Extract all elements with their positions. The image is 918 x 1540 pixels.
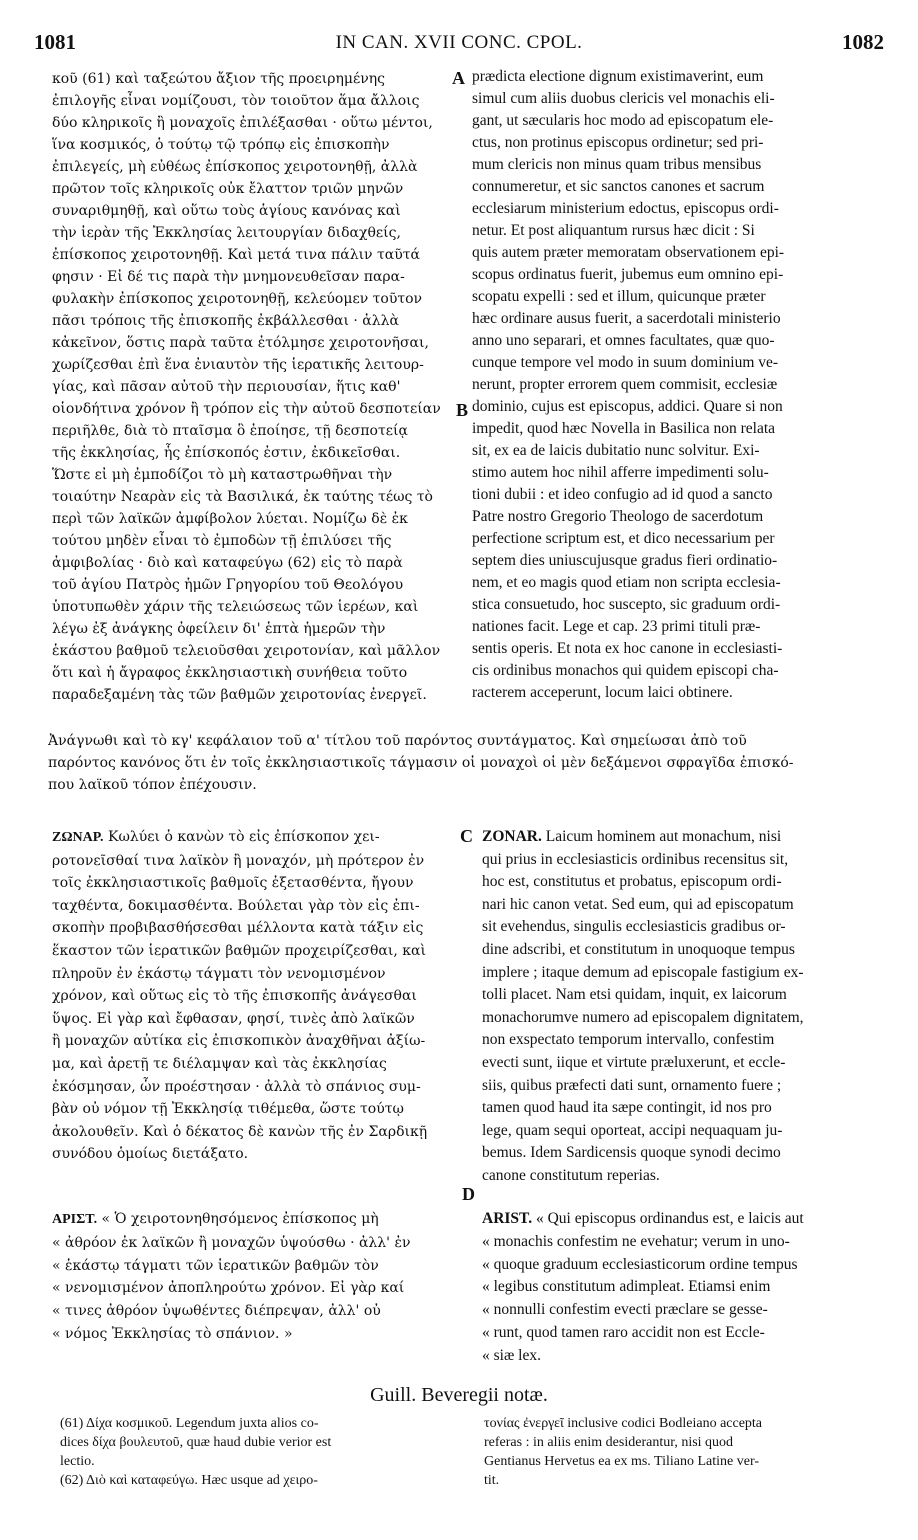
note-line: lectio.	[60, 1454, 95, 1469]
right-page-number: 1082	[842, 30, 884, 54]
notes-left-column	[60, 1414, 460, 1490]
text-line: cis ordinibus monachos qui quidem episcopi cha-	[472, 662, 779, 679]
text-line: παρόντος κανόνος ὅτι ἐν τοῖς ἐκκλησιαστικοῖς τάγμασιν οἱ μοναχοὶ οἱ μὲν δεξάμενοι σφραγῖδα ἐπισκό-	[48, 755, 794, 771]
text-line: anno uno separari, et omnes facultates, quæ quo-	[472, 332, 775, 349]
text-line: ὅτι καὶ ἡ ἄγραφος ἐκκλησιαστικὴ συνήθεια τοῦτο	[52, 665, 408, 681]
marker-b: B	[456, 400, 469, 420]
text-line: monachorumve numero ad episcopalem dignitatem,	[482, 1008, 804, 1026]
text-line: « νόμος Ἐκκλησίας τὸ σπάνιον. »	[52, 1325, 293, 1342]
text-line: ὑποτυπωθὲν χάριν τῆς τελειώσεως τῶν ἱερέων, καὶ	[52, 599, 419, 615]
zonaras-greek-commentary	[52, 826, 452, 1166]
text-line: evecti sunt, iique et virtute præluxerunt, et eccle-	[482, 1053, 786, 1071]
text-line: τὴν ἱερὰν τῆς Ἐκκλησίας λειτουργίαν διδαχθείς,	[52, 225, 401, 241]
text-line: ταχθέντα, δοκιμασθέντα. Βούλεται γὰρ τὸν εἰς ἐπι-	[52, 897, 420, 914]
text-line	[52, 826, 452, 850]
text-line: sit, ex ea de laicis dubitatio nunc solvitur. Exi-	[472, 442, 760, 459]
text-line: hoc est, constitutus et probatus, episcopum ordi-	[482, 873, 782, 891]
aristenus-latin-commentary	[482, 1208, 882, 1368]
text-line: nerunt, propter errorem quem commisit, ecclesiæ	[472, 376, 778, 393]
text-line: connumeretur, et sic sanctos canones et sacrum	[472, 178, 765, 195]
text-line: χρόνον, καὶ οὕτως εἰς τὸ τῆς ἐπισκοπῆς ἀνάγεσθαι	[52, 988, 417, 1005]
text-line: οἱονδήτινα χρόνον ἢ τρόπον εἰς τὴν αὐτοῦ δεσποτείαν	[52, 401, 441, 417]
text-line: gant, ut sæcularis hoc modo ad episcopatum ele-	[472, 112, 774, 129]
text-line: sit evehendus, singulis ecclesiasticis gradibus or-	[482, 918, 786, 936]
text-line: δύο κληρικοῖς ἢ μοναχοῖς ἐπιλέξασθαι · οὕτω μέντοι,	[52, 115, 433, 131]
commentary-label: ZONAR.	[482, 828, 542, 845]
text-line: σκοπὴν προβιβασθήσεσθαι μέλλοντα κατὰ τάξιν εἰς	[52, 920, 424, 937]
notes-right-column	[484, 1414, 884, 1490]
text-line: « nonnulli confestim evecti præclare se gesse-	[482, 1301, 768, 1319]
text-line: ἕκαστον τῶν ἱερατικῶν βαθμῶν προχειρίζεσθαι, καὶ	[52, 942, 426, 959]
text-line: dominio, cujus est episcopus, addici. Quare si non	[472, 398, 783, 415]
text-line: ἀμφιβολίας · διὸ καὶ καταφεύγω (62) εἰς τὸ παρὰ	[52, 555, 403, 571]
text-line: « νενομισμένον ἀποπληρούτω χρόνον. Εἰ γὰρ καί	[52, 1280, 405, 1297]
text-line: πρῶτον τοῖς κληρικοῖς οὐκ ἔλαττον τριῶν μηνῶν	[52, 181, 404, 197]
text-line: scopatu expelli : sed et illum, quicunque præter	[472, 288, 766, 305]
text-line: quis autem præter memoratam observationem epi-	[472, 244, 785, 261]
text-line: stimo autem hoc nihil afferre impedimenti solu-	[472, 464, 769, 481]
text-line: nationes facit. Lege et cap. 23 primi tituli præ-	[472, 618, 761, 635]
text-line: ἑκάστου βαθμοῦ τελειοῦσθαι χειροτονίαν, καὶ μᾶλλον	[52, 643, 441, 659]
text-line: ἐπιλογῆς εἶναι νομίζουσι, τὸν τοιοῦτον ἅμα ἄλλοις	[52, 93, 420, 109]
text-line: lege, quam sequi oporteat, accipi nequaquam ju-	[482, 1121, 783, 1139]
text-line: ἐπιλεγείς, μὴ εὐθέως ἐπίσκοπος χειροτονηθῇ, ἀλλὰ	[52, 159, 418, 175]
text-line: Patre nostro Gregorio Theologo de sacerdotum	[472, 508, 764, 525]
text-line: ἵνα κοσμικός, ὁ τούτῳ τῷ τρόπῳ εἰς ἐπισκοπὴν	[52, 137, 390, 153]
text-line: mum clericis non minus quam tribus mensibus	[472, 156, 762, 173]
zonaras-latin-commentary	[482, 826, 882, 1188]
text-line: Ὥστε εἰ μὴ ἐμποδίζοι τὸ μὴ καταστρωθῆναι τὴν	[52, 467, 393, 483]
text-line: simul cum aliis duobus clericis vel monachis eli-	[472, 90, 775, 107]
text-line: τούτου μηδὲν εἶναι τὸ ἐμποδὼν τῇ ἐπιλύσει τῆς	[52, 533, 392, 549]
text-line: φησιν · Εἰ δέ τις παρὰ τὴν μνημονευθεῖσαν παρα-	[52, 269, 405, 285]
text-line: implere ; itaque demum ad episcopale fastigium ex-	[482, 963, 804, 981]
text-line: Κωλύει ὁ κανὼν τὸ εἰς ἐπίσκοπον χει-	[103, 829, 380, 845]
text-line: « ἑκάστῳ τάγματι τῶν ἱερατικῶν βαθμῶν τὸν	[52, 1257, 379, 1274]
text-line: περιῆλθε, διὰ τὸ πταῖσμα ὃ ἐποίησε, τῇ δεσποτείᾳ	[52, 423, 408, 439]
text-line	[482, 826, 882, 849]
latin-main-column	[472, 66, 882, 704]
text-line: ἐκόσμησαν, ὧν προέστησαν · ἀλλὰ τὸ σπάνιος συμ-	[52, 1078, 421, 1095]
text-line: Ἀνάγνωθι καὶ τὸ κγ' κεφάλαιον τοῦ α' τίτλου τοῦ παρόντος συντάγματος. Καὶ σημείωσαι ἀπὸ τοῦ	[48, 733, 747, 749]
greek-main-column	[52, 68, 448, 706]
text-line: πληροῦν ἐν ἑκάστῳ τάγματι τὸν νενομισμένον	[52, 965, 386, 982]
page-header	[34, 30, 884, 60]
text-line: συνόδου ὁμοίως διετάξατο.	[52, 1146, 249, 1163]
marker-d: D	[462, 1184, 475, 1204]
notes-title: Guill. Beveregii notæ.	[370, 1384, 548, 1406]
text-line: stica consuetudo, hoc suscepto, sic graduum ordi-	[472, 596, 781, 613]
text-line: τῆς ἐκκλησίας, ἧς ἐπίσκοπός ἐστιν, ἐκδικεῖσθαι.	[52, 445, 401, 461]
text-line: « monachis confestim ne evehatur; verum in uno-	[482, 1232, 790, 1250]
commentary-label: ARIST.	[482, 1210, 533, 1227]
text-line: « Qui episcopus ordinandus est, e laicis aut	[532, 1210, 804, 1227]
text-line: tolli placet. Nam etsi quidam, inquit, ex laicorum	[482, 986, 787, 1004]
text-line: netur. Et post aliquantum rursus hæc dicit : Si	[472, 222, 755, 239]
text-line: dine adscribi, et constitutum in unoquoque tempus	[482, 940, 795, 958]
text-line: nari hic canon vetat. Sed eum, qui ad episcopatum	[482, 895, 794, 913]
text-line: « runt, quod tamen raro accidit non est Eccle-	[482, 1323, 765, 1341]
text-line: qui prius in ecclesiasticis ordinibus recensitus sit,	[482, 850, 789, 868]
text-line: impedit, quod hæc Novella in Basilica non relata	[472, 420, 776, 437]
note-line: τονίας ἐνεργεῖ inclusive codici Bodleiano accepta	[484, 1416, 763, 1431]
greek-full-width-passage	[48, 730, 878, 796]
text-line: γίας, καὶ πᾶσαν αὐτοῦ τὴν περιουσίαν, ἥτις καθ'	[52, 379, 401, 395]
text-line: Laicum hominem aut monachum, nisi	[541, 828, 782, 845]
text-line: « siæ lex.	[482, 1346, 541, 1364]
text-line: συναριθμηθῇ, καὶ οὕτω τοὺς ἁγίους κανόνας καὶ	[52, 203, 401, 219]
text-line: « quoque graduum ecclesiasticorum ordine tempus	[482, 1255, 798, 1273]
note-line: tit.	[484, 1473, 500, 1488]
text-line: bemus. Idem Sardicensis quoque synodi decimo	[482, 1144, 781, 1162]
left-page-number: 1081	[34, 30, 76, 54]
text-line: « τινες ἀθρόον ὑψωθέντες διέπρεψαν, ἀλλ' οὐ	[52, 1303, 381, 1320]
commentary-label: ΑΡΙΣΤ.	[52, 1212, 98, 1227]
text-line	[52, 1208, 448, 1232]
text-line: sentis operis. Et nota ex hoc canone in ecclesiasti-	[472, 640, 783, 657]
text-line: hæc ordinare ausus fuerit, a sacerdotali ministerio	[472, 310, 781, 327]
text-line: τοῦ ἁγίου Πατρὸς ἡμῶν Γρηγορίου τοῦ Θεολόγου	[52, 577, 404, 593]
text-line: κοῦ (61) καὶ ταξεώτου ἄξιον τῆς προειρημένης	[52, 71, 385, 87]
text-line: racterem acceperunt, locum laici obtinere.	[472, 684, 733, 701]
text-line: ὕψος. Εἰ γὰρ καὶ ἔφθασαν, φησί, τινὲς ἀπὸ λαϊκῶν	[52, 1010, 415, 1027]
text-line: scopus ordinatus fuerit, jubemus eum omnino epi-	[472, 266, 784, 283]
text-line: tamen quod haud ita sæpe contingit, id nos pro	[482, 1099, 772, 1117]
aristenus-greek-commentary	[52, 1208, 448, 1346]
text-line: ἀκολουθεῖν. Καὶ ὁ δέκατος δὲ κανὼν τῆς ἐν Σαρδικῇ	[52, 1123, 428, 1140]
text-line: ροτονεῖσθαί τινα λαϊκὸν ἢ μοναχόν, μὴ πρότερον ἐν	[52, 852, 425, 869]
text-line: « legibus constitutum adimpleat. Etiamsi enim	[482, 1278, 771, 1296]
text-line: prædicta electione dignum existimaverint, eum	[472, 68, 764, 85]
text-line: παραδεξαμένη τὰς τῶν βαθμῶν χειροτονίας ἐνεργεῖ.	[52, 687, 427, 703]
note-line: (62) Διὸ καὶ καταφεύγω. Hæc usque ad χειρο-	[60, 1473, 318, 1488]
text-line: tioni dubii : et ideo confugio ad id quod a sancto	[472, 486, 773, 503]
text-line: « ἀθρόον ἐκ λαϊκῶν ἢ μοναχῶν ὑψούσθω · ἀλλ' ἐν	[52, 1234, 411, 1251]
text-line	[482, 1208, 882, 1231]
running-title: IN CAN. XVII CONC. CPOL.	[335, 32, 583, 53]
text-line: cunque tempore vel modo in suum dominium ve-	[472, 354, 779, 371]
text-line: ecclesiarum ministerium edoctus, episcopus ordi-	[472, 200, 779, 217]
text-line: canone constitutum reperias.	[482, 1166, 660, 1184]
marker-a: A	[452, 68, 465, 88]
text-line: ἢ μοναχῶν αὐτίκα εἰς ἐπισκοπικὸν ἀναχθῆναι ἀξίω-	[52, 1033, 426, 1050]
marker-c: C	[460, 826, 473, 846]
text-line: μα, καὶ ἀρετῇ τε διέλαμψαν καὶ τὰς ἐκκλησίας	[52, 1055, 387, 1072]
text-line: κἀκεῖνον, ὅστις παρὰ ταῦτα ἐτόλμησε χειροτονῆσαι,	[52, 335, 429, 351]
text-line: « Ὁ χειροτονηθησόμενος ἐπίσκοπος μὴ	[97, 1211, 379, 1227]
text-line: βὰν οὐ νόμον τῇ Ἐκκλησίᾳ τιθέμεθα, ὥστε τούτῳ	[52, 1101, 404, 1118]
note-line: dices δίχα βουλευτοῦ, quæ haud dubie verior est	[60, 1435, 332, 1450]
text-line: λέγω ἐξ ἀνάγκης ὀφείλειν δι' ἑπτὰ ἡμερῶν τὴν	[52, 621, 386, 637]
text-line: φυλακὴν ἐπίσκοπος χειροτονηθῇ, κελεύομεν τοῦτον	[52, 291, 423, 307]
text-line: ctus, non protinus episcopus ordinetur; sed pri-	[472, 134, 764, 151]
text-line: siis, quibus præfecti dati sunt, ornamento fuere ;	[482, 1076, 782, 1094]
text-line: τοῖς ἐκκλησιαστικοῖς βαθμοῖς ἐξετασθέντα, ἤγουν	[52, 875, 414, 892]
text-line: non exspectato temporum intervallo, confestim	[482, 1031, 775, 1049]
commentary-label: ΖΩΝΑΡ.	[52, 830, 104, 845]
text-line: που λαϊκοῦ τόπον ἐπέχουσιν.	[48, 777, 257, 793]
note-line: (61) Δίχα κοσμικοῦ. Legendum juxta alios co-	[60, 1416, 319, 1431]
text-line: περὶ τῶν λαϊκῶν ἀμφίβολον λύεται. Νομίζω δὲ ἐκ	[52, 511, 408, 527]
text-line: perfectione scriptum est, et dico necessarium per	[472, 530, 775, 547]
text-line: πᾶσι τρόποις τῆς ἐπισκοπῆς ἐκβάλλεσθαι · ἀλλὰ	[52, 313, 399, 329]
note-line: Gentianus Hervetus ea ex ms. Tiliano Latine ver-	[484, 1454, 759, 1469]
note-line: referas : in aliis enim desiderantur, nisi quod	[484, 1435, 734, 1450]
text-line: septem dies uniuscujusque gradus fieri ordinatio-	[472, 552, 778, 569]
text-line: nem, et eo magis quod etiam non scripta ecclesia-	[472, 574, 781, 591]
text-line: ἐπίσκοπος χειροτονηθῇ. Καὶ μετά τινα πάλιν ταῦτά	[52, 247, 420, 263]
text-line: χωρίζεσθαι ἐπὶ ἕνα ἐνιαυτὸν τῆς ἱερατικῆς λειτουρ-	[52, 357, 424, 373]
text-line: τοιαύτην Νεαρὰν εἰς τὰ Βασιλικά, ἐκ ταύτης τέως τὸ	[52, 489, 433, 505]
